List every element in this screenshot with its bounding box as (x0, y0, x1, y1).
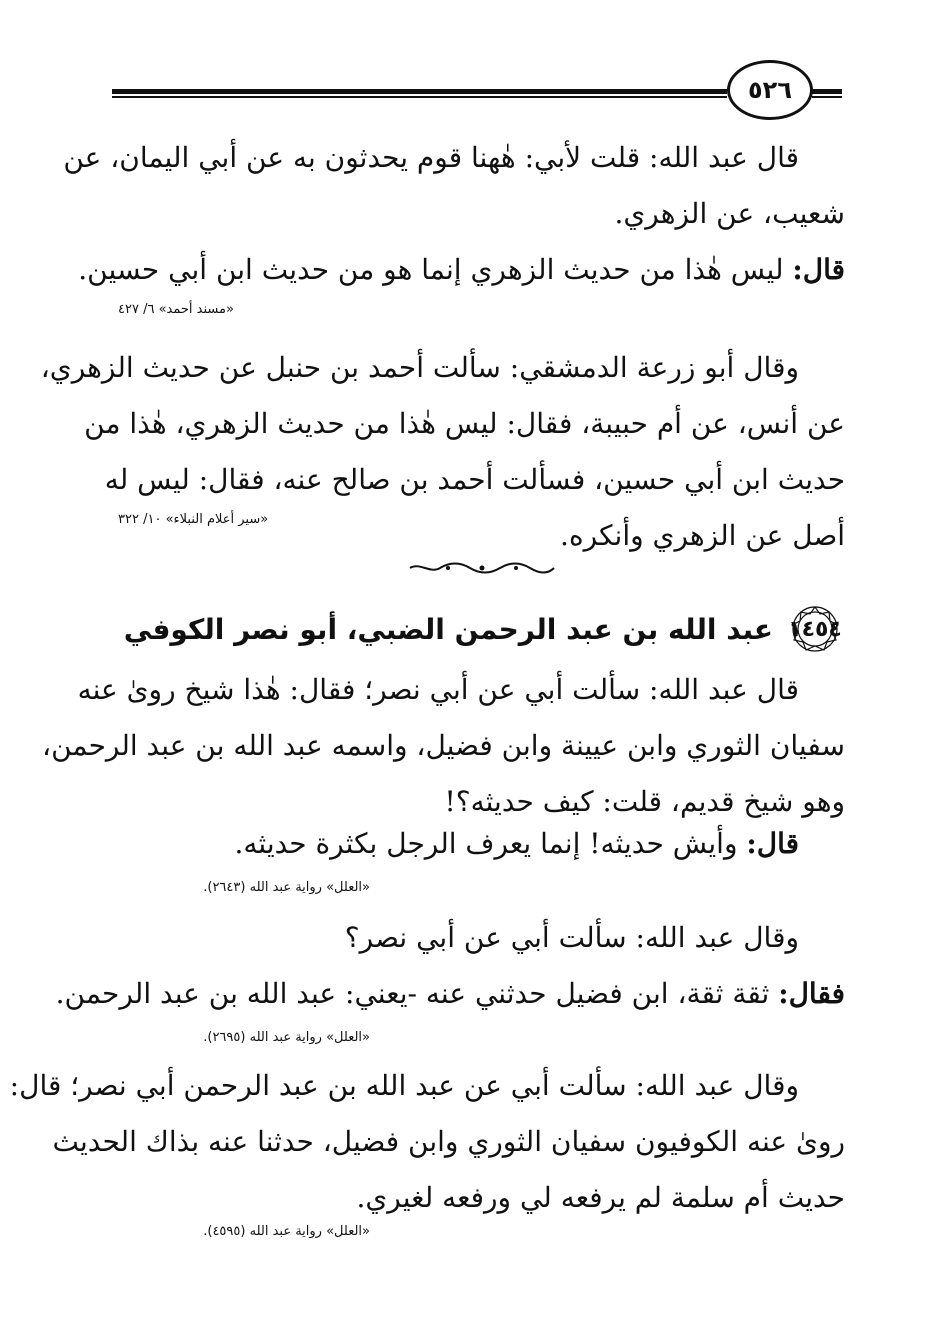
section1-para3 (40, 340, 845, 564)
text-line: وقال أبو زرعة الدمشقي: سألت أحمد بن حنبل عن حديث الزهري، (40, 351, 799, 384)
header-rule-right (812, 86, 842, 100)
text-line: سفيان الثوري وابن عيينة وابن فضيل، واسمه عبد الله بن عبد الرحمن، (42, 729, 845, 762)
entry-number-badge (785, 604, 845, 654)
section2-para1 (42, 662, 845, 830)
section2-para5 (9, 1058, 845, 1226)
text-line: ثقة ثقة، ابن فضيل حدثني عنه -يعني: عبد الله بن عبد الرحمن. (55, 977, 770, 1010)
entry-title-text: عبد الله بن عبد الرحمن الضبي، أبو نصر الكوفي (123, 612, 773, 646)
section1-para2 (78, 242, 845, 298)
entry-heading (124, 604, 845, 654)
section2-para3 (115, 910, 845, 966)
text-line: أصل عن الزهري وأنكره. (560, 519, 845, 552)
speaker-label: فقال: (778, 977, 845, 1010)
section2-para4 (55, 966, 845, 1022)
text-line: روىٰ عنه الكوفيون سفيان الثوري وابن فضيل، حدثنا عنه بذاك الحديث (52, 1125, 845, 1158)
citation: «العلل» رواية عبد الله (٤٥٩٥). (203, 1224, 370, 1239)
text-line: وهو شيخ قديم، قلت: كيف حديثه؟! (444, 785, 845, 818)
section2-para2 (115, 816, 845, 872)
text-line: ليس هٰذا من حديث الزهري إنما هو من حديث ابن أبي حسين. (78, 253, 784, 286)
speaker-label: قال: (792, 253, 845, 286)
section1-para1 (63, 130, 845, 242)
text-line: شعيب، عن الزهري. (614, 197, 845, 230)
citation: «العلل» رواية عبد الله (٢٦٩٥). (203, 1030, 370, 1045)
text-line: وقال عبد الله: سألت أبي عن أبي نصر؟ (344, 921, 799, 954)
citation: «مسند أحمد» ٦/ ٤٢٧ (118, 302, 234, 317)
speaker-label: قال: (746, 827, 799, 860)
citation: «العلل» رواية عبد الله (٢٦٤٣). (203, 880, 370, 895)
header-rule-left (112, 86, 727, 100)
text-line: حديث أم سلمة لم يرفعه لي ورفعه لغيري. (356, 1181, 845, 1214)
text-line: قال عبد الله: قلت لأبي: هٰهنا قوم يحدثون به عن أبي اليمان، عن (63, 141, 799, 174)
text-line: وأيش حديثه! إنما يعرف الرجل بكثرة حديثه. (234, 827, 738, 860)
text-line: قال عبد الله: سألت أبي عن أبي نصر؛ فقال: هٰذا شيخ روىٰ عنه (77, 673, 799, 706)
text-line: وقال عبد الله: سألت أبي عن عبد الله بن عبد الرحمن أبي نصر؛ قال: (9, 1069, 799, 1102)
text-line: حديث ابن أبي حسين، فسألت أحمد بن صالح عنه، فقال: ليس له (104, 463, 845, 496)
text-line: عن أنس، عن أم حبيبة، فقال: ليس هٰذا من حديث الزهري، هٰذا من (84, 407, 845, 440)
ornament-divider (408, 562, 556, 574)
page-number: ٥٢٦ (727, 60, 813, 120)
citation: «سير أعلام النبلاء» ١٠/ ٣٢٢ (118, 512, 269, 527)
entry-number: ١٤٥٤ (788, 616, 842, 642)
